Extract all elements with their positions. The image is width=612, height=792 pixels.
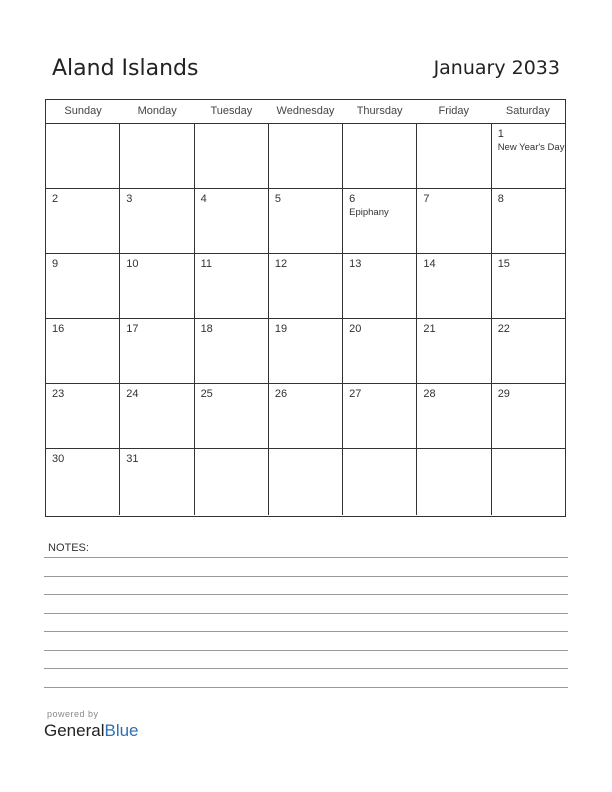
day-number: 29 [497, 388, 510, 400]
calendar-day-cell [46, 189, 120, 253]
calendar-day-cell [343, 319, 417, 383]
calendar-day-cell [343, 449, 417, 515]
calendar-day-cell [120, 124, 194, 188]
calendar-day-cell [269, 384, 343, 448]
day-number: 8 [497, 193, 504, 205]
calendar-day-cell [120, 254, 194, 318]
day-number: 10 [126, 258, 139, 270]
powered-by-text: powered by [47, 709, 99, 719]
weekday-header-row [46, 100, 565, 124]
calendar-country-title: Aland Islands [52, 56, 199, 81]
calendar-day-cell [343, 189, 417, 253]
day-number: 7 [423, 193, 430, 205]
note-line [44, 668, 568, 669]
weekday-label: Monday [137, 105, 177, 117]
calendar-week-row [46, 449, 565, 515]
day-number: 26 [274, 388, 288, 400]
day-number: 19 [274, 323, 288, 335]
calendar-day-cell [417, 384, 491, 448]
note-line [44, 557, 568, 558]
calendar-day-cell [417, 319, 491, 383]
day-number: 13 [349, 258, 362, 270]
calendar-day-cell [269, 254, 343, 318]
calendar-day-cell [343, 254, 417, 318]
note-line [44, 631, 568, 632]
holiday-label: Epiphany [349, 207, 389, 218]
day-number: 2 [52, 193, 59, 205]
calendar-day-cell [120, 449, 194, 515]
day-number: 23 [52, 388, 65, 400]
calendar-day-cell [120, 189, 194, 253]
calendar-day-cell [46, 384, 120, 448]
calendar-day-cell [195, 189, 269, 253]
day-number: 25 [200, 388, 213, 400]
calendar-day-cell [195, 449, 269, 515]
day-number: 5 [274, 193, 281, 205]
calendar-day-cell [195, 384, 269, 448]
day-number: 4 [200, 193, 207, 205]
calendar-day-cell [417, 189, 491, 253]
day-number: 14 [423, 258, 436, 270]
day-number: 16 [52, 323, 65, 335]
calendar-day-cell [120, 384, 194, 448]
calendar-day-cell [269, 189, 343, 253]
day-number: 17 [126, 323, 139, 335]
calendar-day-cell [269, 449, 343, 515]
day-number: 28 [423, 388, 436, 400]
calendar-day-cell [343, 384, 417, 448]
calendar-week-row [46, 384, 565, 449]
day-number: 20 [349, 323, 362, 335]
day-number: 22 [497, 323, 510, 335]
calendar-day-cell [492, 319, 565, 383]
note-line [44, 687, 568, 688]
brand-logo[interactable] [44, 721, 139, 741]
weekday-label: Wednesday [276, 105, 335, 117]
calendar-day-cell [120, 319, 194, 383]
calendar-day-cell [195, 319, 269, 383]
day-number: 24 [126, 388, 139, 400]
notes-label: NOTES: [48, 542, 89, 554]
note-line [44, 594, 568, 595]
calendar-day-cell [492, 189, 565, 253]
day-number: 3 [126, 193, 133, 205]
calendar-month-title: January 2033 [433, 57, 560, 79]
calendar-day-cell [492, 449, 565, 515]
calendar-day-cell [417, 124, 491, 188]
note-line [44, 576, 568, 577]
calendar-day-cell [46, 254, 120, 318]
calendar-day-cell [195, 254, 269, 318]
day-number: 18 [200, 323, 213, 335]
calendar-week-row [46, 254, 565, 319]
calendar-day-cell [46, 449, 120, 515]
calendar-week-row [46, 319, 565, 384]
calendar-week-row [46, 189, 565, 254]
calendar-day-cell [417, 254, 491, 318]
day-number: 27 [349, 388, 362, 400]
note-line [44, 650, 568, 651]
day-number: 21 [423, 323, 436, 335]
holiday-label: New Year's Day [497, 142, 565, 153]
weekday-label: Sunday [64, 105, 102, 117]
day-number: 31 [126, 453, 139, 465]
calendar-day-cell [195, 124, 269, 188]
brand-blue-text: Blue [104, 721, 139, 740]
calendar-day-cell [492, 124, 565, 188]
day-number: 6 [349, 193, 356, 205]
calendar-day-cell [46, 319, 120, 383]
day-number: 9 [52, 258, 59, 270]
weekday-label: Thursday [356, 105, 403, 117]
weekday-label: Saturday [505, 105, 550, 117]
calendar-day-cell [269, 319, 343, 383]
day-number: 30 [52, 453, 65, 465]
day-number: 1 [497, 128, 504, 140]
calendar-day-cell [269, 124, 343, 188]
calendar-day-cell [46, 124, 120, 188]
day-number: 12 [274, 258, 288, 270]
calendar-day-cell [492, 384, 565, 448]
calendar-day-cell [343, 124, 417, 188]
day-number: 11 [200, 258, 212, 270]
weekday-label: Friday [438, 105, 470, 117]
calendar-day-cell [492, 254, 565, 318]
calendar-grid [45, 99, 566, 517]
weekday-label: Tuesday [210, 105, 253, 117]
day-number: 15 [497, 258, 510, 270]
brand-general-text: General [44, 721, 105, 740]
note-line [44, 613, 568, 614]
calendar-day-cell [417, 449, 491, 515]
calendar-week-row [46, 124, 565, 189]
